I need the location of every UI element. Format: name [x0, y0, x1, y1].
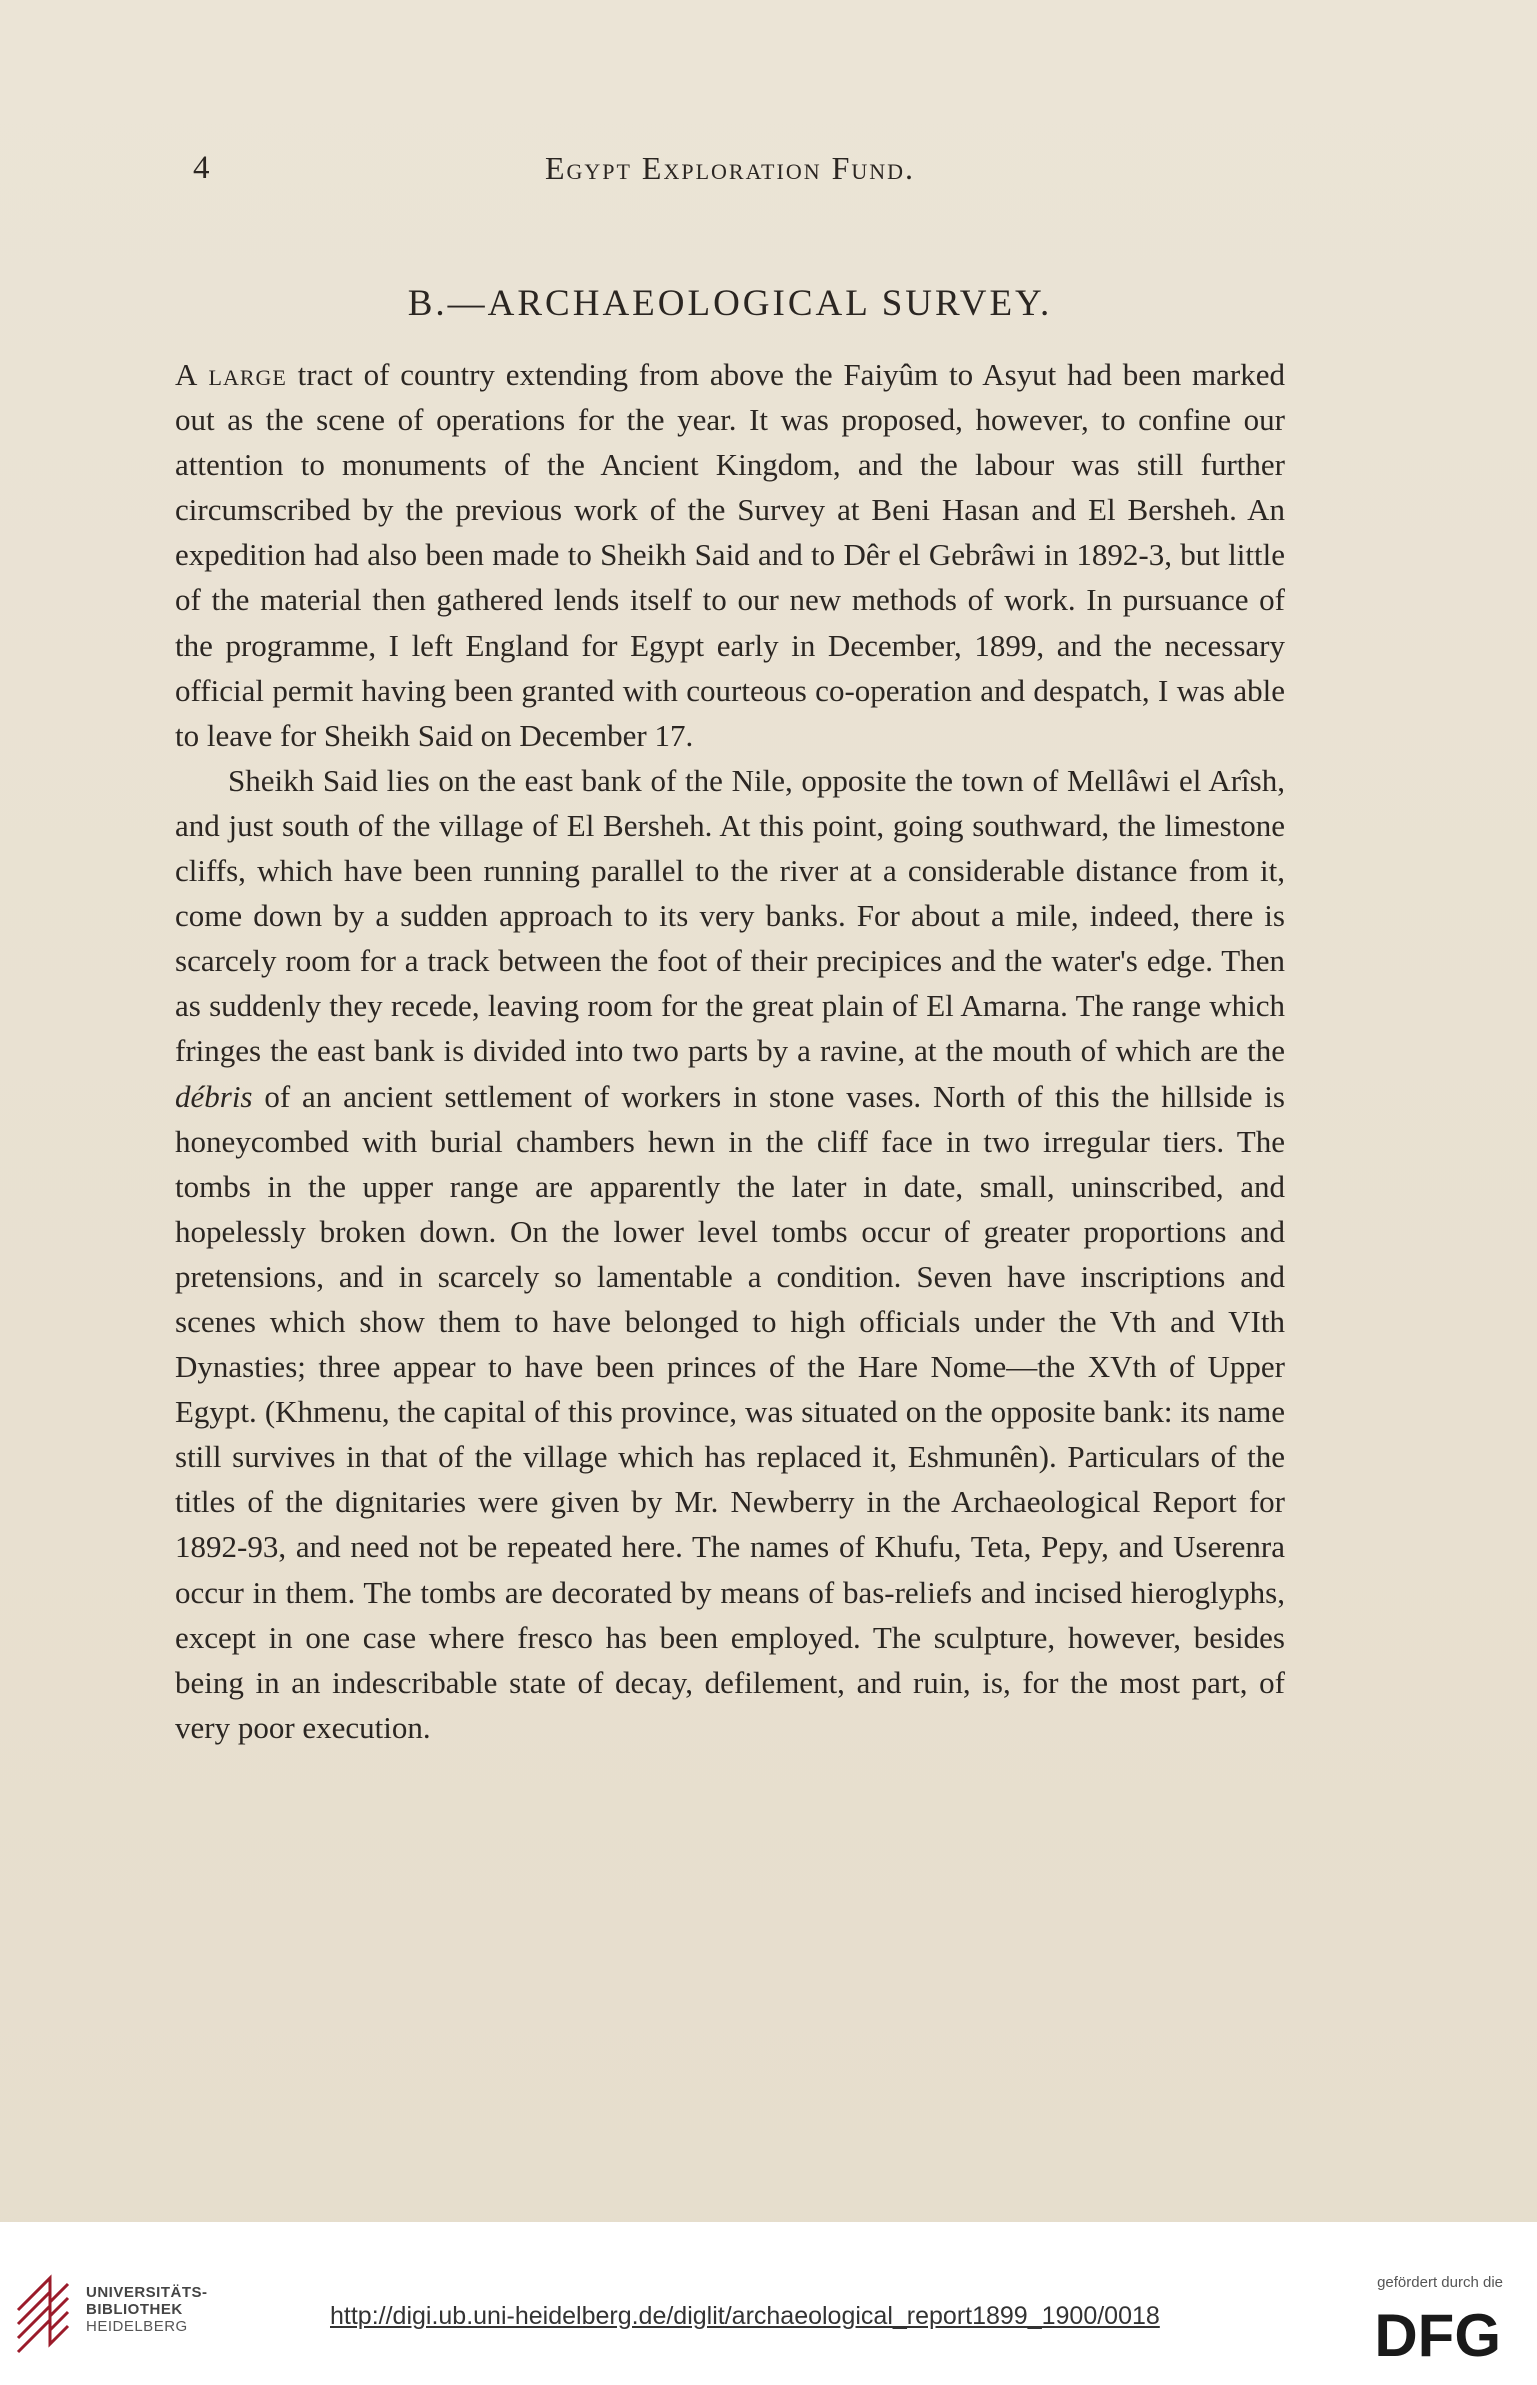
running-head [175, 150, 1285, 200]
library-name [86, 2284, 208, 2335]
paragraph-1-text: tract of country extending from above the Faiyûm to Asyut had been marked out as the scene of operations for the year. It was proposed, however, to confine our attention to monuments of the Ancient Kingdom, and the labour was still further circumscribed by the previous work of the Survey at Beni Hasan and El Bersheh. An expedition had also been made to Sheikh Said and to Dêr el Gebrâwi in 1892-3, but little of the material then gathered lends itself to our new methods of work. In pursuance of the programme, I left England for Egypt early in December, 1899, and the necessary official permit having been granted with courteous co-operation and despatch, I was able to leave for Sheikh Said on December 17. [175, 357, 1285, 753]
library-logo-icon [14, 2258, 72, 2356]
library-line-2: BIBLIOTHEK [86, 2301, 183, 2318]
lead-word: A large [175, 357, 287, 392]
section-title: B.—ARCHAEOLOGICAL SURVEY. [407, 283, 1053, 324]
dfg-logo-text: DFG [1374, 2304, 1501, 2362]
library-line-3: HEIDELBERG [86, 2318, 188, 2335]
paragraph-1 [175, 352, 1285, 758]
paragraph-2-text-b: of an ancient settlement of workers in stone vases. North of this the hillside is honeycombed with burial chambers hewn in the cliff face in two irregular tiers. The tombs in the upper range are apparently the later in date, small, uninscribed, and hopelessly broken down. On the lower level tombs occur of greater proportions and pretensions, and in scarcely so lamentable a condition. Seven have inscriptions and scenes which show them to have belonged to high officials under the Vth and VIth Dynasties; three appear to have been princes of the Hare Nome—the XVth of Upper Egypt. (Khmenu, the capital of this province, was situated on the opposite bank: its name still survives in that of the village which has replaced it, Eshmunên). Particulars of the titles of the dignitaries were given by Mr. Newberry in the Archaeological Report for 1892-93, and need not be repeated here. The names of Khufu, Teta, Pepy, and Userenra occur in them. The tombs are decorated by means of bas-reliefs and incised hieroglyphs, except in one case where fresco has been employed. The sculpture, however, besides being in an indescribable state of decay, defilement, and ruin, is, for the most part, of very poor execution. [175, 1078, 1285, 1745]
source-url-link[interactable]: http://digi.ub.uni-heidelberg.de/diglit/archaeological_report1899_1900/0018 [330, 2302, 1160, 2330]
running-title: Egypt Exploration Fund. [544, 150, 916, 186]
footer-bar [0, 2222, 1537, 2385]
italic-debris: débris [175, 1078, 253, 1114]
library-line-1: UNIVERSITÄTS- [86, 2284, 208, 2301]
paragraph-2-text-a: Sheikh Said lies on the east bank of the Nile, opposite the town of Mellâwi el Arîsh, and just south of the village of El Bersheh. At this point, going southward, the limestone cliffs, which have been running parallel to the river at a considerable distance from it, come down by a sudden approach to its very banks. For about a mile, indeed, there is scarcely room for a track between the foot of their precipices and the water's edge. Then as suddenly they recede, leaving room for the great plain of El Amarna. The range which fringes the east bank is divided into two parts by a ravine, at the mouth of which are the [175, 762, 1285, 1069]
page-number: 4 [193, 150, 211, 186]
dfg-logo-icon [1343, 2304, 1503, 2362]
paragraph-2 [175, 758, 1285, 1750]
sponsor-text: gefördert durch die [1377, 2274, 1503, 2291]
body-text [175, 352, 1285, 1750]
